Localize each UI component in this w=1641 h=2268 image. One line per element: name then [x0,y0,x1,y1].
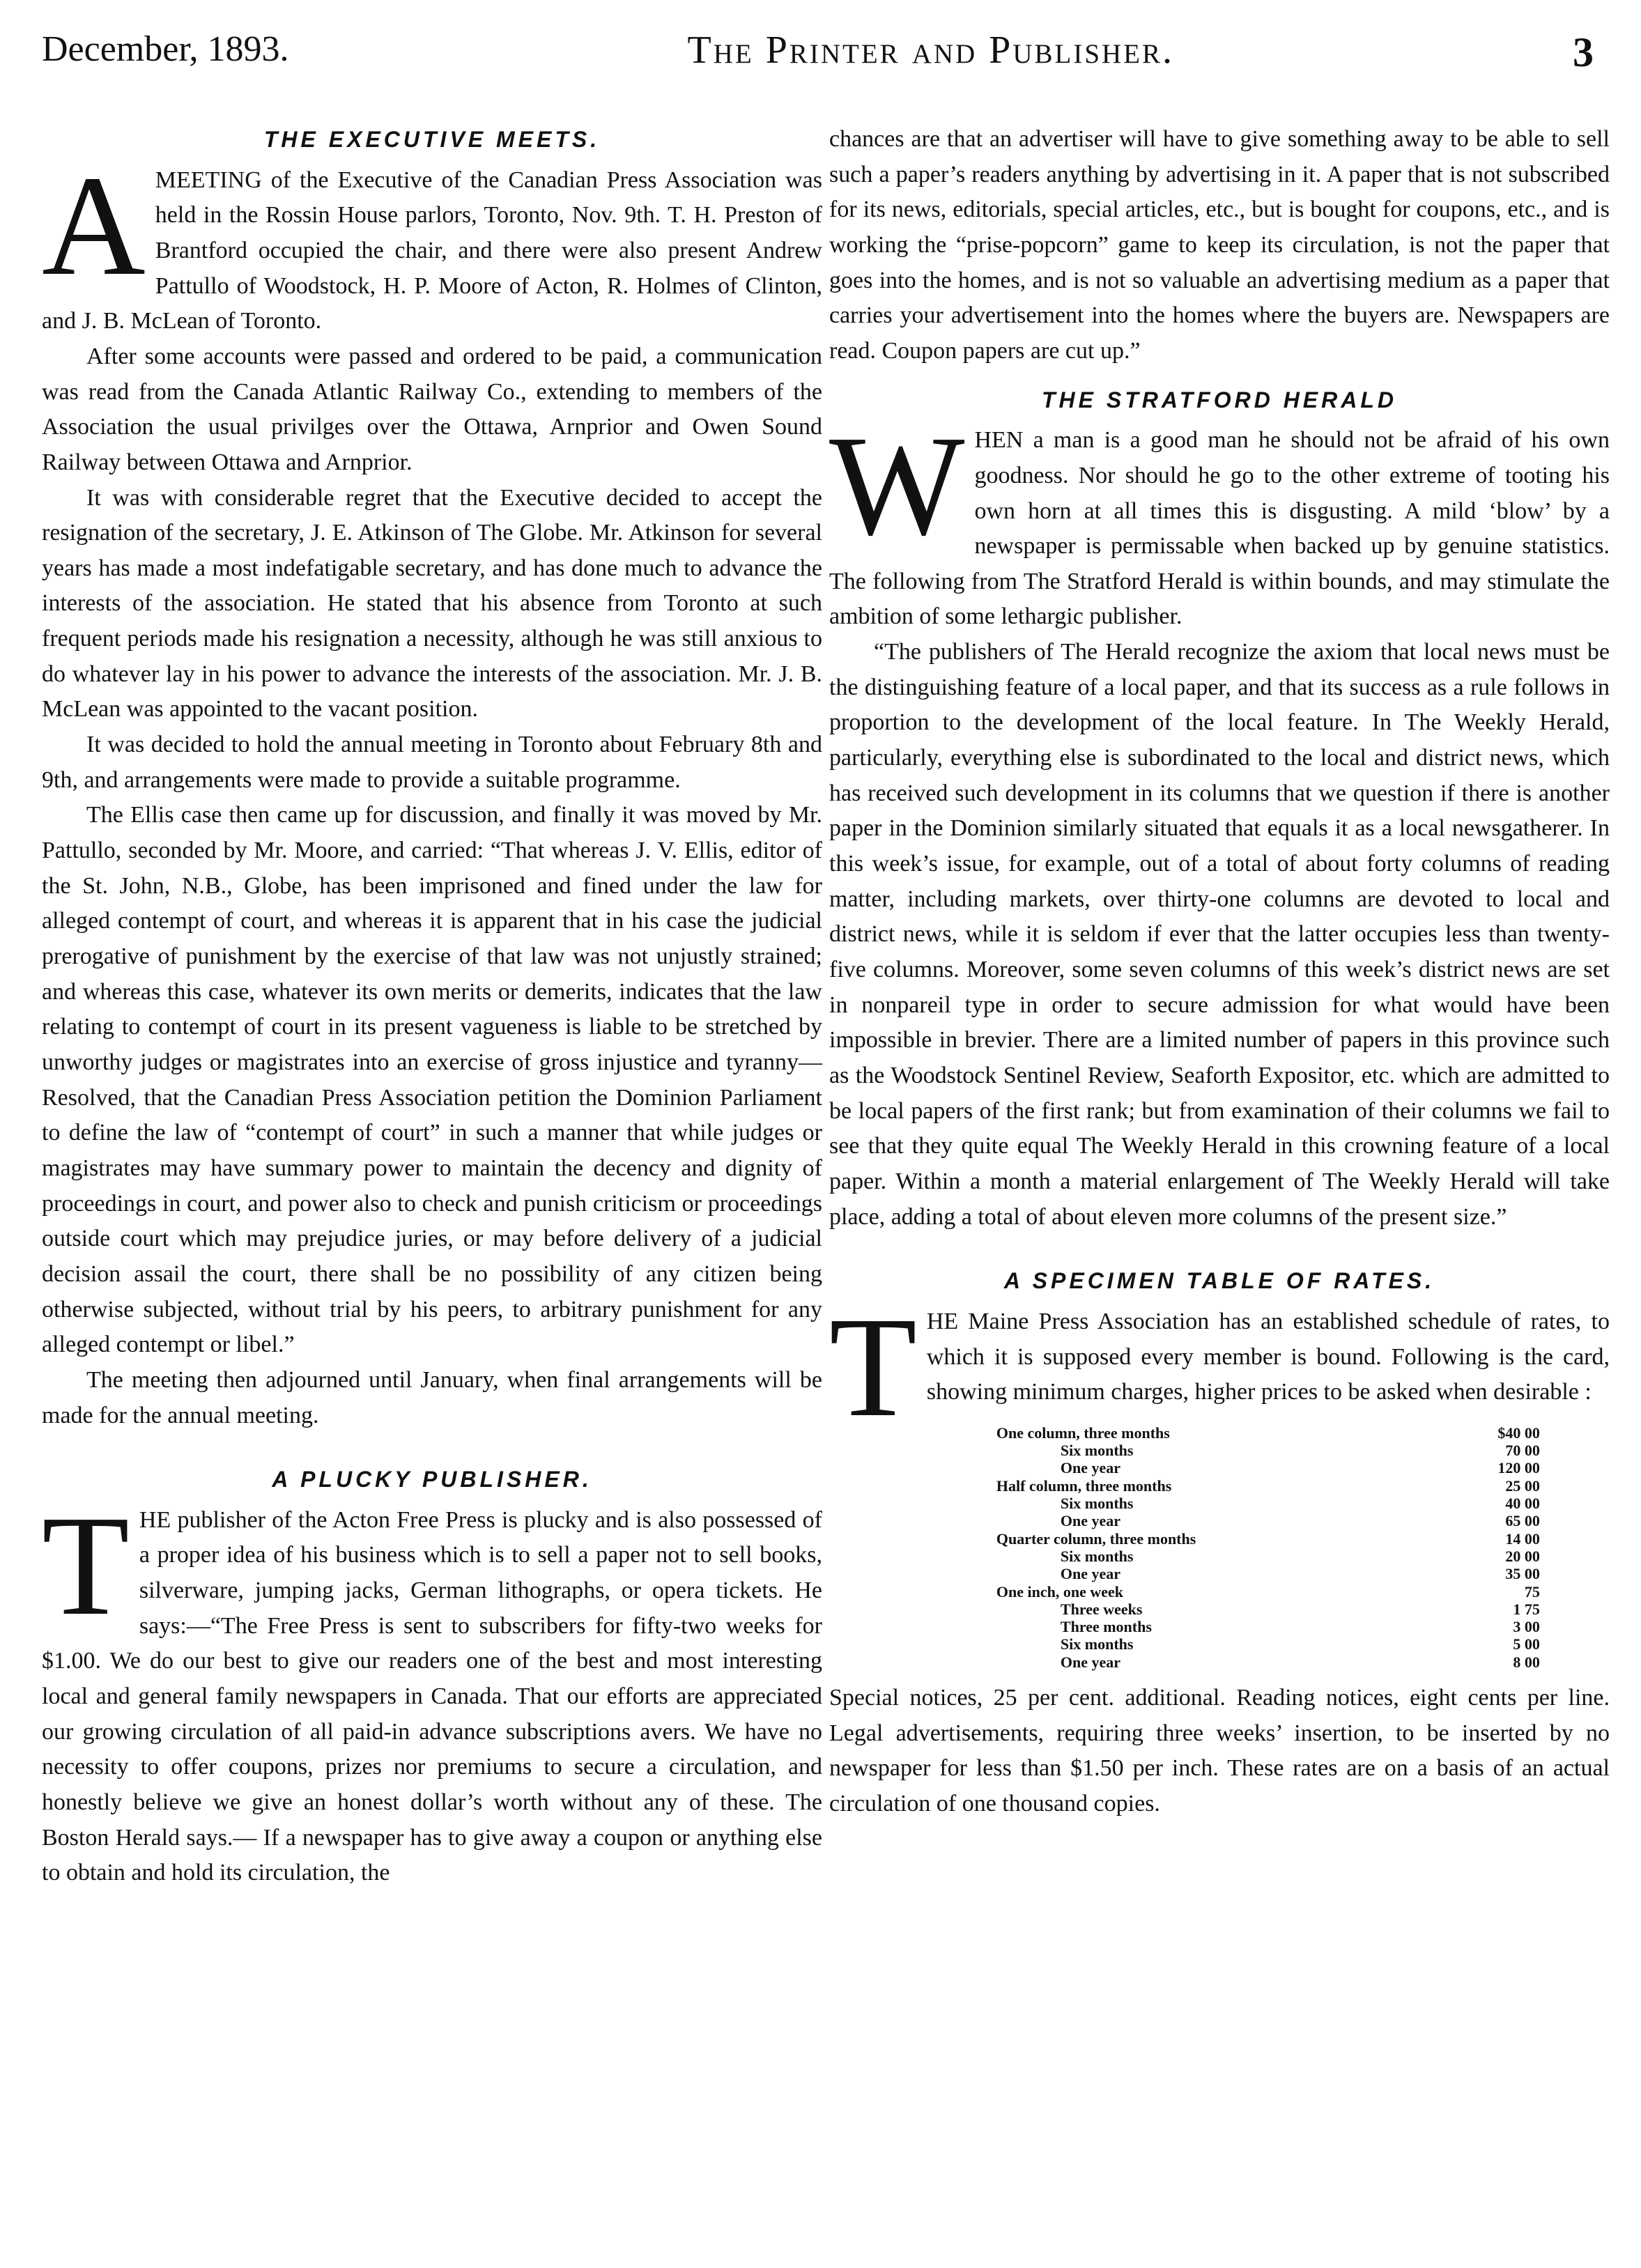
rate-value: 40 00 [1505,1495,1540,1513]
article-executive-meets [42,125,822,1433]
paragraph: THE publisher of the Acton Free Press is plucky and is also possessed of a proper idea of his business which is to sell a paper not to sell books, silverware, jumping jacks, German lithographs, or opera tickets. He says:—“The Free Press is sent to subscribers for fifty-two weeks for $1.00. We do our best to give our readers one of the best and most interesting local and general family newspapers in Canada. That our efforts are appreciated our growing circulation of all paid-in advance subscriptions avers. We have no necessity to offer coupons, prizes nor premiums to secure a circulation, and honestly believe we give an honest dollar’s worth without any of these. The Boston Herald says.— If a newspaper has to give away a coupon or anything else to obtain and hold its circulation, the [42,1485,822,1886]
rate-row [996,1653,1540,1671]
rate-label: Three months [1060,1618,1152,1636]
rate-value: $40 00 [1497,1424,1540,1442]
rate-row [996,1530,1540,1548]
rate-value: 35 00 [1505,1565,1540,1583]
rate-label: One inch, one week [996,1582,1124,1600]
rate-row [996,1495,1540,1512]
article-stratford-herald [829,386,1610,1235]
continued-paragraph: chances are that an advertiser will have to give something away to be able to sell such a paper’s readers anything by advertising in it. A paper that is not subscribed for its news, editorials, special articles, etc., but is bought for coupons, etc., and is working the “prise-popcorn” game to keep its circulation, is not the paper that goes into the homes, and is not so valuable an advertising medium as a paper that carries your advertisement into the homes where the buyers are. Newspapers are read. Coupon papers are cut up.” [829,126,1610,364]
running-header [42,29,1599,106]
rate-label: Six months [1060,1442,1134,1460]
rate-row [996,1600,1540,1618]
paragraph: WHEN a man is a good man he should not be afraid of his own goodness. Nor should he go to the other extreme of tooting his own horn at all times this is disgusting. A mild ‘blow’ by a newspaper is permissable when backed up by genuine statistics. The following from The Stratford Herald is within bounds, and may stimulate the ambition of some lethargic publisher. [829,406,1610,630]
paragraph: The meeting then adjourned until January, when final arrangements will be made for the annual meeting. [42,1366,822,1428]
article-heading: A SPECIMEN TABLE OF RATES. [1003,1268,1435,1294]
rate-value: 3 00 [1513,1618,1540,1636]
rate-label: Quarter column, three months [996,1529,1196,1548]
rate-value: 8 00 [1513,1653,1540,1671]
rate-row [996,1512,1540,1529]
rate-label: One year [1060,1512,1121,1530]
publication-title: The Printer and Publisher. [687,29,1175,72]
rate-value: 20 00 [1505,1547,1540,1565]
paragraph: It was with considerable regret that the Executive decided to accept the resignation of the secretary, J. E. Atkinson of The Globe. Mr. Atkinson for several years has made a most indefatigable secretary, and has done much to advance the interests of the association. He stated that his absence from Toronto at such frequent periods made his resignation a necessity, although he was still anxious to do whatever lay in his power to advance the interests of the association. Mr. J. B. McLean was appointed to the vacant position. [42,484,822,723]
rate-row [996,1583,1540,1600]
rate-label: One year [1060,1653,1121,1671]
rate-value: 65 00 [1505,1512,1540,1530]
rate-row [996,1565,1540,1582]
rate-label: Three weeks [1060,1600,1143,1618]
rate-label: One year [1060,1565,1121,1583]
article-heading: A PLUCKY PUBLISHER. [272,1467,592,1492]
rate-label: Six months [1060,1547,1134,1565]
rate-label: Six months [1060,1635,1134,1653]
rate-row [996,1442,1540,1459]
rate-value: 1 75 [1513,1600,1540,1618]
rates-footnote: Special notices, 25 per cent. additional. Reading notices, eight cents per line. Legal advertisements, requiring three weeks’ insertion, to be inserted by no newspaper for less than $1.50 per inch. These rates are on a basis of an actual circulation of one thousand copies. [829,1685,1610,1816]
paragraph: It was decided to hold the annual meeting in Toronto about February 8th and 9th, and arrangements were made to provide a suitable programme. [42,732,822,793]
right-column [829,122,1610,1822]
rate-row [996,1635,1540,1653]
article-heading: THE STRATFORD HERALD [1041,387,1398,412]
paragraph: AMEETING of the Executive of the Canadian Press Association was held in the Rossin House parlors, Toronto, Nov. 9th. T. H. Preston of Brantford occupied the chair, and there were also present Andrew Pattullo of Woodstock, H. P. Moore of Acton, R. Holmes of Clinton, and J. B. McLean of Toronto. [42,145,822,334]
rate-value: 70 00 [1505,1442,1540,1460]
paragraph: After some accounts were passed and ordered to be paid, a communication was read from the Canada Atlantic Railway Co., extending to members of the Association the usual privilges over the Ottawa, Arnprior and Owen Sound Railway between Ottawa and Arnprior. [42,343,822,475]
rate-value: 5 00 [1513,1635,1540,1653]
rate-label: One column, three months [996,1424,1170,1442]
rate-row [996,1424,1540,1442]
rate-value: 14 00 [1505,1529,1540,1548]
left-column [42,125,822,1891]
page-number: 3 [1572,29,1594,75]
issue-date: December, 1893. [42,29,289,69]
rate-value: 120 00 [1497,1459,1540,1477]
rate-row [996,1459,1540,1476]
article-specimen-table [829,1267,1610,1821]
rate-label: One year [1060,1459,1121,1477]
rate-value: 75 [1524,1582,1540,1600]
rates-table [996,1424,1540,1671]
article-plucky-publisher [42,1465,822,1891]
paragraph: “The publishers of The Herald recognize the axiom that local news must be the distinguishing feature of a local paper, and that its success as a rule follows in proportion to the development of the local feature. In The Weekly Herald, particularly, everything else is subordinated to the local and district news, which has received such development in its columns that we question if there is another paper in the Dominion similarly situated that equals it as a local newsgatherer. In this week’s issue, for example, out of a total of about forty columns of reading matter, including markets, over thirty-one columns are devoted to local and district news, while it is seldom if ever that the latter occupies less than twenty-five columns. Moreover, some seven columns of this week’s district news are set in nonpareil type in order to secure admission for what would have been impossible in brevier. There are a limited number of papers in this province such as the Woodstock Sentinel Review, Seaforth Expositor, etc. which are admitted to be local papers of the first rank; but from examination of their columns we fail to see that they quite equal The Weekly Herald in this crowning feature of a local paper. Within a month a material enlargement of The Weekly Herald will take place, adding a total of about eleven more columns of the present size.” [829,639,1610,1230]
rate-value: 25 00 [1505,1476,1540,1495]
rate-label: Six months [1060,1495,1134,1513]
paragraph: The Ellis case then came up for discussion, and finally it was moved by Mr. Pattullo, seconded by Mr. Moore, and carried: “That whereas J. V. Ellis, editor of the St. John, N.B., Globe, has been imprisoned and fined under the law for alleged contempt of court, and whereas it is apparent that in his case the judicial prerogative of punishment by the exercise of that law was not unjustly strained; and whereas this case, whatever its own merits or demerits, indicates that the law relating to contempt of court in its present vagueness is liable to be stretched by unworthy judges or magistrates into an exercise of gross injustice and tyranny— Resolved, that the Canadian Press Association petition the Dominion Parliament to define the law of “contempt of court” in such a manner that while judges or magistrates may have summary power to maintain the decency and dignity of proceedings in court, and power also to check and punish criticism or proceedings outside court which may prejudice juries, or may before delivery of a judicial decision assail the court, there shall be no possibility of any citizen being otherwise subjected, without trial by his peers, to arbitrary punishment for any alleged contempt or libel.” [42,802,822,1358]
rate-label: Half column, three months [996,1476,1172,1495]
article-heading: THE EXECUTIVE MEETS. [263,127,601,152]
paragraph: THE Maine Press Association has an established schedule of rates, to which it is supposed every member is bound. Following is the card, showing minimum charges, higher prices to be asked when desirable : [829,1286,1610,1447]
rate-row [996,1548,1540,1565]
rate-row [996,1618,1540,1635]
rate-row [996,1477,1540,1495]
